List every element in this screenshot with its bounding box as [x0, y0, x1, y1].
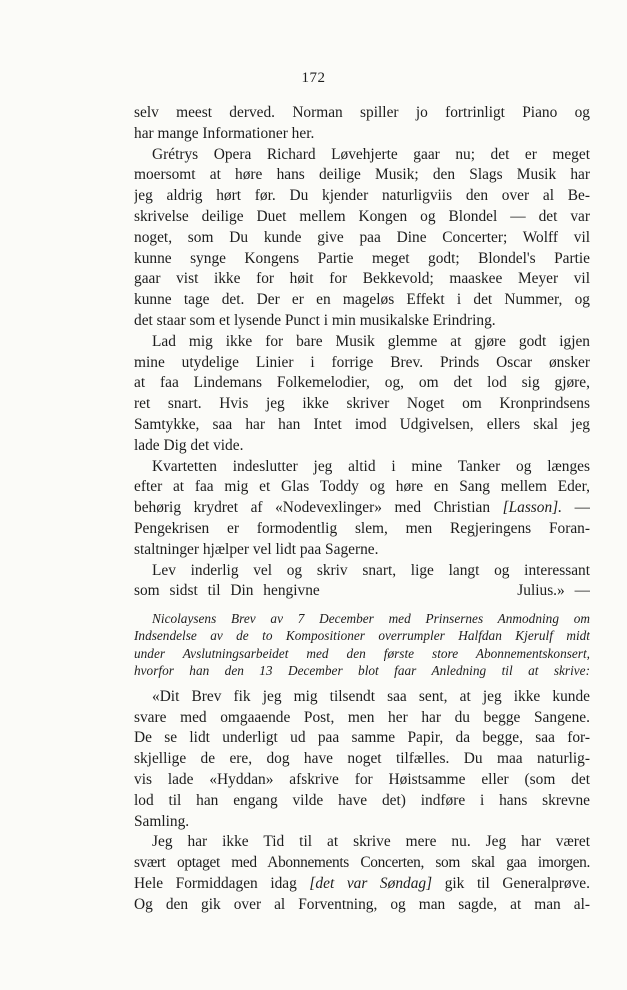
text-line: har mange Informationer her. — [134, 124, 315, 142]
text-run: gik til Generalprøve. — [432, 875, 590, 893]
text-line: Lev inderlig vel og skriv snart, lige langt og interessant — [152, 561, 590, 579]
text-line: lade Dig det vide. — [134, 436, 244, 454]
text-line: svare med omgaaende Post, men her har du begge Sangene. — [134, 708, 590, 726]
text-run: — — [562, 499, 590, 517]
text-line: noget, som Du kunde give paa Dine Concerter; Wolff vil — [134, 228, 590, 246]
text-line: Jeg har ikke Tid til at skrive mere nu. Jeg har været — [152, 833, 590, 851]
text-line: som sidst til Din hengivne Julius.» — — [134, 582, 590, 600]
text-line: moersomt at høre hans deilige Musik; den Slags Musik har — [134, 166, 590, 184]
text-line: Grétrys Opera Richard Løvehjerte gaar nu; det er meget — [152, 145, 590, 163]
text-line: Samtykke, saa har han Intet imod Udgivelsen, ellers skal jeg — [134, 415, 590, 433]
text-run: Hele Formiddagen idag — [134, 875, 310, 893]
text-line: gaar vist ikke for høit for Bekkevold; maaskee Meyer vil — [134, 270, 590, 288]
text-line: Kvartetten indeslutter jeg altid i mine Tanker og længes — [152, 457, 590, 475]
text-line: lod til han engang vilde have det) indføre i hans skrevne — [134, 791, 590, 809]
text-line: Og den gik over al Forventning, og man sagde, at man al- — [134, 895, 590, 913]
text-line: selv meest derved. Norman spiller jo fortrinligt Piano og — [134, 104, 590, 121]
text-line: Lad mig ikke for bare Musik glemme at gjøre godt igjen — [152, 332, 590, 350]
paragraph — [134, 561, 590, 603]
paragraph — [134, 145, 590, 332]
paragraph — [134, 332, 590, 457]
intro-line: hvorfor han den 13 December blot faar Anledning til at skrive: — [134, 662, 590, 678]
text-line: kunne tage det. Der er en mageløs Effekt i det Nummer, og — [134, 291, 590, 309]
paragraph — [134, 103, 590, 145]
text-line: skrivelse deilige Duet mellem Kongen og Blondel — det var — [134, 207, 590, 225]
paragraph — [134, 457, 590, 561]
text-line: Samling. — [134, 812, 190, 830]
text-line: svært optaget med Abonnements Concerten, som skal gaa imorgen. — [134, 854, 590, 872]
intro-line: under Avslutningsarbeidet med den første store Abonnementskonsert, — [134, 645, 590, 661]
intro-line: Nicolaysens Brev av 7 December med Prinsernes Anmodning om — [152, 611, 590, 627]
text-line: De se lidt underligt ud paa samme Papir, da begge, saa for- — [134, 729, 590, 747]
paragraph — [134, 832, 590, 915]
text-line — [134, 498, 590, 519]
paragraph — [134, 687, 590, 833]
text-line: skjellige de ere, dog have noget tilfælles. Du maa naturlig- — [134, 750, 590, 768]
text-line: det staar som et lysende Punct i min musikalske Erindring. — [134, 311, 496, 329]
text-line: mine utydelige Linier i forrige Brev. Prinds Oscar ønsker — [134, 353, 590, 371]
text-line: at faa Lindemans Folkemelodier, og, om det lod sig gjøre, — [134, 374, 590, 392]
text-line — [134, 874, 590, 895]
page-number: 172 — [301, 70, 326, 86]
page-body — [134, 103, 590, 916]
text-line: ret snart. Hvis jeg ikke skriver Noget om Kronprindsens — [134, 395, 590, 413]
text-line: efter at faa mig et Glas Toddy og høre en Sang mellem Eder, — [134, 478, 590, 496]
text-line: «Dit Brev fik jeg mig tilsendt saa sent, at jeg ikke kunde — [152, 687, 590, 705]
intro-line: Indsendelse av de to Kompositioner overrumpler Halfdan Kjerulf midt — [134, 628, 590, 644]
editorial-insertion: [Lasson]. — [502, 499, 563, 517]
text-line: staltninger hjælper vel lidt paa Sagerne. — [134, 540, 379, 558]
text-line: jeg aldrig hørt før. Du kjender naturligviis den over al Be- — [134, 187, 590, 205]
editorial-intro — [134, 610, 590, 679]
editorial-insertion: [det var Søndag] — [309, 875, 433, 893]
text-run: behørig krydret af «Nodevexlinger» med Christian — [134, 499, 503, 517]
text-line: kunne synge Kongens Partie meget godt; Blondel's Partie — [134, 249, 590, 267]
text-line: Pengekrisen er formodentlig slem, men Regjeringens Foran- — [134, 519, 590, 537]
text-line: vis lade «Hyddan» afskrive for Høistsamme eller (som det — [134, 771, 590, 789]
